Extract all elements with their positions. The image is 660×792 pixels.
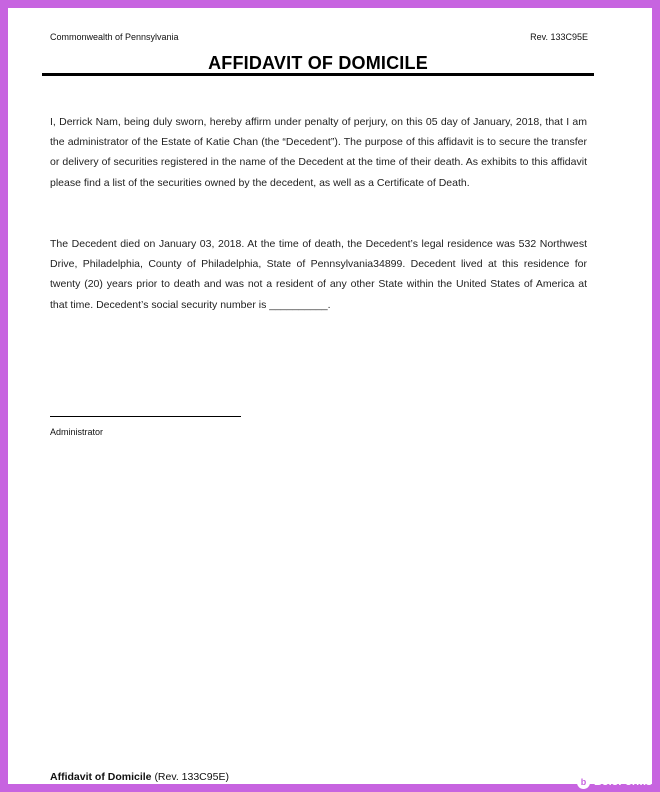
paragraph-residence: The Decedent died on January 03, 2018. At the time of death, the Decedent’s legal residence was 532 Northwest Drive, Philadelphia, County of Philadelphia, State of Pennsylvania34899. Decedent lived at this residence for twenty (20) years prior to death and was not a resident of any other State within the United States of America at that time. Decedent’s social security number is __________.: [50, 238, 587, 311]
signature-label: Administrator: [50, 427, 104, 437]
footer-title: Affidavit of Domicile: [50, 771, 152, 783]
signature-line: [50, 416, 241, 417]
document-title: AFFIDAVIT OF DOMICILE: [208, 53, 428, 73]
brand-name: BoloForms: [593, 776, 652, 788]
header-revision: Rev. 133C95E: [530, 32, 588, 42]
document-page: [8, 8, 652, 784]
header-jurisdiction: Commonwealth of Pennsylvania: [50, 32, 179, 42]
footer-revision: (Rev. 133C95E): [154, 771, 229, 783]
title-rule: [42, 73, 594, 76]
page-footer: [50, 771, 229, 783]
boloforms-logo-icon: b: [577, 776, 590, 789]
paragraph-affirmation: I, Derrick Nam, being duly sworn, hereby affirm under penalty of perjury, on this 05 day of January, 2018, that I am the administrator of the Estate of Katie Chan (the “Decedent”). The purpose of this affidavit is to secure the transfer or delivery of securities registered in the name of the Decedent at the time of their death. As exhibits to this affidavit please find a list of the securities owned by the decedent, as well as a Certificate of Death.: [50, 116, 587, 189]
brand-watermark: [577, 774, 652, 790]
